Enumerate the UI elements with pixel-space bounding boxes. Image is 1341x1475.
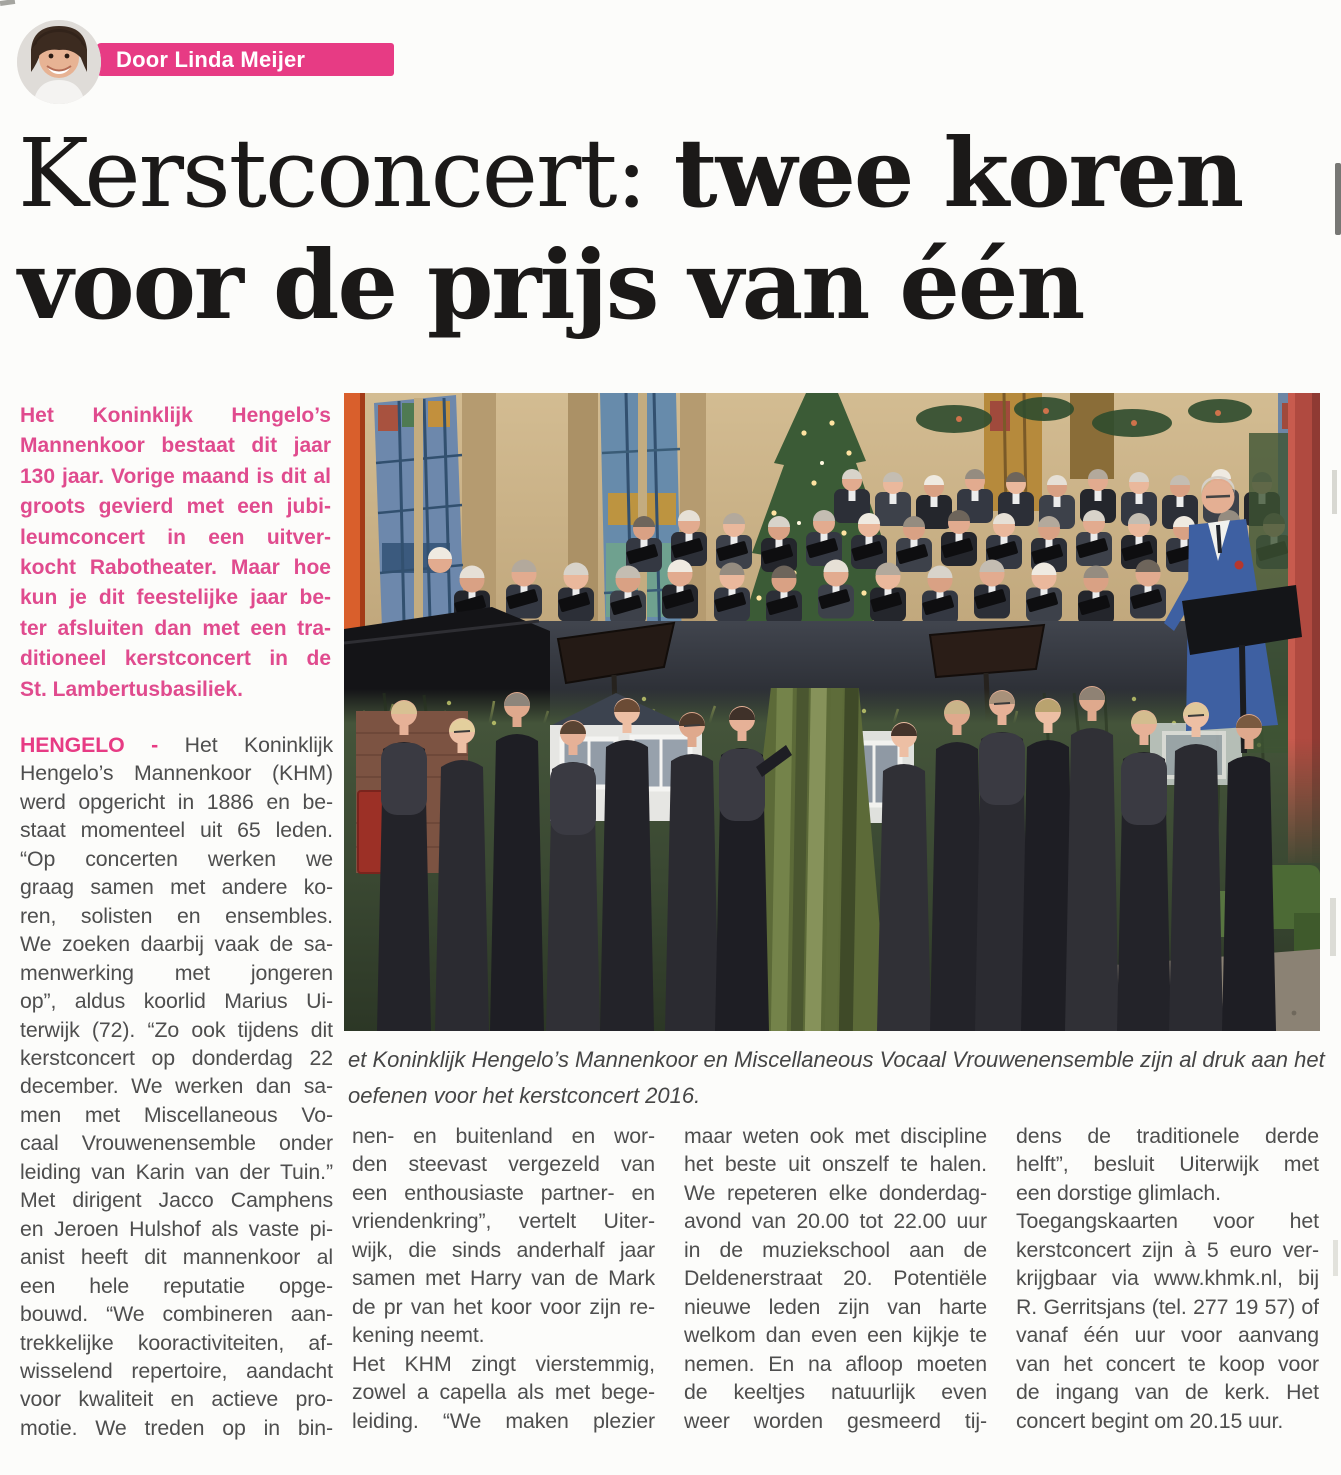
text-line: een dorstige glimlach. — [1016, 1180, 1221, 1205]
text-line: bouwd. “We combineren aan- — [20, 1302, 333, 1327]
text-line: nemen. En na afloop moeten — [684, 1351, 987, 1376]
text-line: wisselend repertoire, aandacht — [20, 1358, 333, 1383]
text-line: Deldenerstraat 20. Potentiële — [684, 1266, 987, 1291]
text-line: leiding. “We maken plezier — [352, 1408, 655, 1433]
text-line: groots gevierd met een jubi- — [20, 495, 331, 519]
headline-bold: twee koren — [673, 118, 1243, 229]
dateline: HENGELO - — [20, 733, 159, 757]
text-line: Met dirigent Jacco Camphens — [20, 1188, 333, 1213]
article-photo — [344, 393, 1320, 1031]
text-line: motie. We treden op in bin- — [20, 1415, 333, 1440]
text-line: het beste uit onszelf te halen. — [684, 1152, 987, 1177]
byline-label: Door Linda Meijer — [116, 47, 306, 72]
text-line: werd opgericht in 1886 en be- — [20, 789, 333, 814]
text-line: de pr van het koor voor zijn re- — [352, 1294, 655, 1319]
text-line: zowel a capella als met bege- — [352, 1380, 655, 1405]
text-line: op”, aldus koorlid Marius Ui- — [20, 989, 333, 1014]
text-line: R. Gerritsjans (tel. 277 19 57) of — [1016, 1294, 1319, 1319]
text-line: in de muziekschool aan de — [684, 1237, 987, 1262]
text-line: de ingang van de kerk. Het — [1016, 1380, 1319, 1405]
headline-line2: voor de prijs van één — [18, 230, 1084, 341]
text-line: leiding van Karin van der Tuin.” — [20, 1159, 333, 1184]
scan-artifact — [1333, 1240, 1338, 1276]
text-line: voor kwaliteit en actieve pro- — [20, 1387, 333, 1412]
text-line: avond van 20.00 tot 22.00 uur — [684, 1209, 987, 1234]
lapel-flower — [1235, 561, 1244, 570]
text-line: Mannenkoor bestaat dit jaar — [20, 434, 331, 458]
text-line: 130 jaar. Vorige maand is dit al — [20, 464, 331, 488]
text-line: kerstconcert op donderdag 22 — [20, 1045, 333, 1070]
text-line: en Jeroen Hulshof als vaste pi- — [20, 1216, 333, 1241]
text-line: welkom dan even een kijkje te — [684, 1323, 987, 1348]
text-line: “Op concerten werken we — [20, 846, 333, 871]
text-line: HENGELO - Het Koninklijk — [20, 733, 333, 757]
byline-banner — [96, 43, 394, 76]
text-line: Het KHM zingt vierstemmig, — [352, 1351, 655, 1376]
text-line: We zoeken daarbij vaak de sa- — [20, 932, 333, 957]
text-line: samen met Harry van de Mark — [352, 1266, 655, 1291]
text-line: dens de traditionele derde — [1016, 1124, 1319, 1148]
headline-light: Kerstconcert: — [18, 119, 674, 229]
text-line: een hele reputatie opge- — [20, 1273, 333, 1298]
text-line: menwerking met jongeren — [20, 960, 333, 985]
text-line: de keeltjes natuurlijk even — [684, 1380, 987, 1405]
text-line: anist heeft dit mannenkoor al — [20, 1245, 333, 1270]
text-line: kun je dit feestelijke jaar be- — [20, 586, 331, 610]
text-line: graag samen met andere ko- — [20, 875, 333, 900]
text-line: trekkelijke kooractiviteiten, af- — [20, 1330, 333, 1355]
text-line: krijgbaar via www.khmk.nl, bij — [1016, 1266, 1319, 1291]
text-line: nieuwe leden zijn van harte — [684, 1294, 987, 1319]
caption-line: oefenen voor het kerstconcert 2016. — [348, 1083, 701, 1108]
text-line: We repeteren elke donderdag- — [684, 1180, 987, 1205]
text-line: ter afsluiten dan met een tra- — [20, 616, 331, 640]
text-line: concert begint om 20.15 uur. — [1016, 1408, 1284, 1433]
text-line: Hengelo’s Mannenkoor (KHM) — [20, 761, 333, 786]
text-line: terwijk (72). “Zo ook tijdens dit — [20, 1017, 333, 1042]
text-line: St. Lambertusbasiliek. — [20, 677, 243, 701]
author-avatar — [17, 20, 101, 104]
text-line: men met Miscellaneous Vo- — [20, 1102, 333, 1127]
text-line: vanaf één uur voor aanvang — [1016, 1323, 1319, 1348]
article-column-4 — [1016, 1122, 1319, 1435]
text-line: caal Vrouwenensemble onder — [20, 1131, 333, 1156]
scan-artifact — [0, 0, 15, 6]
text-line: ditioneel kerstconcert in de — [20, 647, 331, 671]
text-line: leumconcert in een uitver- — [20, 525, 331, 549]
text-line: kerstconcert zijn à 5 euro ver- — [1016, 1237, 1319, 1262]
article-column-2 — [352, 1122, 655, 1435]
article-column-1 — [20, 731, 333, 1442]
text-line: van het concert te koop voor — [1016, 1351, 1319, 1376]
glasses — [1206, 496, 1230, 497]
text-line: Het Koninklijk Hengelo’s — [20, 404, 331, 427]
text-line: wijk, die sinds anderhalf jaar — [352, 1237, 655, 1262]
text-line: kening neemt. — [352, 1323, 485, 1348]
scan-artifact — [1335, 163, 1341, 235]
text-line: kocht Rabotheater. Maar hoe — [20, 556, 331, 580]
caption-line: et Koninklijk Hengelo’s Mannenkoor en Miscellaneous Vocaal Vrouwenensemble zijn al druk aan het — [348, 1047, 1325, 1072]
text-line: een enthousiaste partner- en — [352, 1180, 655, 1205]
text-line: staat momenteel uit 65 leden. — [20, 818, 333, 843]
text-line: december. We werken dan sa- — [20, 1074, 333, 1099]
scan-artifact — [1332, 470, 1337, 514]
photo-caption — [348, 1042, 1341, 1114]
text-line: vriendenkring”, vertelt Uiter- — [352, 1209, 655, 1234]
text-line: den steevast vergezeld van — [352, 1152, 655, 1177]
scan-artifact — [1330, 898, 1336, 956]
text-line: Toegangskaarten voor het — [1016, 1209, 1319, 1234]
text-line: nen- en buitenland en wor- — [352, 1124, 655, 1148]
text-line: helft”, besluit Uiterwijk met — [1016, 1152, 1319, 1177]
article-column-3 — [684, 1122, 987, 1435]
stained-glass-window — [374, 395, 464, 629]
headline — [18, 118, 1328, 342]
text-line: ren, solisten en ensembles. — [20, 903, 333, 928]
intro-standfirst — [20, 401, 331, 705]
text-line: maar weten ook met discipline — [684, 1124, 987, 1148]
text-line: weer worden gesmeerd tij- — [684, 1408, 987, 1433]
